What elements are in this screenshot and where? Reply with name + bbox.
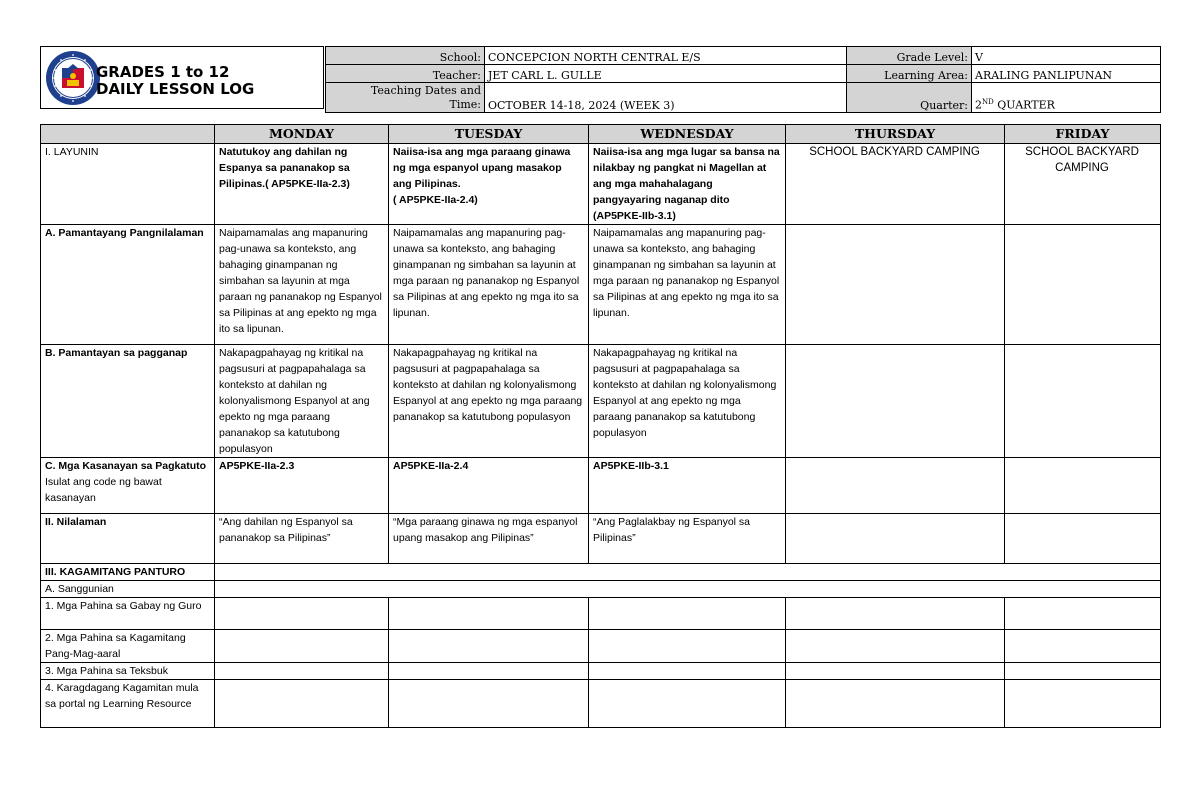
- row-kagamitang-pang-mag-aaral: [41, 630, 1161, 663]
- row-nilalaman: [41, 514, 1161, 564]
- row-gabay-guro: [41, 598, 1161, 630]
- cell-layunin-thursday: SCHOOL BACKYARD CAMPING: [786, 144, 1005, 225]
- cell-pamantayang-tuesday: Naipamamalas ang mapanuring pag-unawa sa konteksto, ang bahaging ginampanan ng simbahan sa layunin at mga paraan ng pananakop ng Espanyol sa Pilipinas at ang epekto ng mga ito sa lipunan.: [389, 225, 589, 345]
- cell-pamantayang-monday: Naipamamalas ang mapanuring pag-unawa sa konteksto, ang bahaging ginampanan ng simbahan sa layunin at mga paraan ng pananakop ng Espanyol sa Pilipinas at ang epekto ng mga ito sa lipunan.: [215, 225, 389, 345]
- header-row-teacher: [326, 65, 1161, 83]
- cell-karagdagang-thursday: [786, 680, 1005, 728]
- cell-kasanayan-monday: AP5PKE-IIa-2.3: [215, 458, 389, 514]
- cell-pagganap-wednesday: Nakapagpahayag ng kritikal na pagsusuri at pagpapahalaga sa konteksto at dahilan ng kolonyalismong Espanyol at ang epekto ng mga paraang pananakop sa katutubong populasyon: [589, 345, 786, 458]
- cell-sanggunian-span: [215, 581, 1161, 598]
- dates-label: [326, 83, 485, 113]
- cell-teksbuk-tuesday: [389, 663, 589, 680]
- cell-nilalaman-monday: “Ang dahilan ng Espanyol sa pananakop sa Pilipinas”: [215, 514, 389, 564]
- learning-area-value: ARALING PANLIPUNAN: [972, 65, 1161, 83]
- grade-level-value: V: [972, 47, 1161, 65]
- corner-cell: [41, 125, 215, 144]
- row-label-pamantayang: A. Pamantayang Pangnilalaman: [41, 225, 215, 345]
- cell-kasanayan-wednesday: AP5PKE-IIb-3.1: [589, 458, 786, 514]
- cell-gabay-friday: [1005, 598, 1161, 630]
- cell-layunin-wednesday: Naiisa-isa ang mga lugar sa bansa na nilakbay ng pangkat ni Magellan at ang mga mahahalagang pangyayaring naganap dito (AP5PKE-IIb-3.1): [589, 144, 786, 225]
- layunin-tuesday-text: Naiisa-isa ang mga paraang ginawa ng mga espanyol upang masakop ang Pilipinas.: [393, 146, 571, 190]
- cell-kagamitang-pang-monday: [215, 630, 389, 663]
- layunin-tuesday-code: ( AP5PKE-IIa-2.4): [393, 194, 478, 206]
- deped-seal-icon: [45, 50, 101, 106]
- cell-teksbuk-thursday: [786, 663, 1005, 680]
- dates-value: OCTOBER 14-18, 2024 (WEEK 3): [485, 83, 847, 113]
- cell-kagamitang-pang-wednesday: [589, 630, 786, 663]
- day-header-monday: MONDAY: [215, 125, 389, 144]
- cell-gabay-tuesday: [389, 598, 589, 630]
- kasanayan-title: C. Mga Kasanayan sa Pagkatuto: [45, 460, 207, 472]
- dates-label-line2: Time:: [449, 98, 481, 111]
- cell-kagamitang-pang-tuesday: [389, 630, 589, 663]
- row-label-pagganap: B. Pamantayan sa pagganap: [41, 345, 215, 458]
- cell-karagdagang-wednesday: [589, 680, 786, 728]
- cell-layunin-friday: SCHOOL BACKYARD CAMPING: [1005, 144, 1161, 225]
- cell-teksbuk-monday: [215, 663, 389, 680]
- cell-kagamitan-span: [215, 564, 1161, 581]
- row-label-sanggunian: A. Sanggunian: [41, 581, 215, 598]
- row-teksbuk: [41, 663, 1161, 680]
- cell-kagamitang-pang-friday: [1005, 630, 1161, 663]
- row-label-kagamitan: III. KAGAMITANG PANTURO: [41, 564, 215, 581]
- cell-nilalaman-wednesday: “Ang Paglalakbay ng Espanyol sa Pilipinas”: [589, 514, 786, 564]
- cell-gabay-monday: [215, 598, 389, 630]
- school-value: CONCEPCION NORTH CENTRAL E/S: [485, 47, 847, 65]
- quarter-label: Quarter:: [847, 83, 972, 113]
- row-label-kagamitang-pang: 2. Mga Pahina sa Kagamitang Pang-Mag-aaral: [41, 630, 215, 663]
- header-brand: [40, 46, 324, 109]
- cell-gabay-wednesday: [589, 598, 786, 630]
- quarter-text: QUARTER: [993, 99, 1055, 112]
- row-kasanayan: [41, 458, 1161, 514]
- day-header-tuesday: TUESDAY: [389, 125, 589, 144]
- cell-gabay-thursday: [786, 598, 1005, 630]
- teacher-value: JET CARL L. GULLE: [485, 65, 847, 83]
- cell-pagganap-friday: [1005, 345, 1161, 458]
- cell-karagdagang-friday: [1005, 680, 1161, 728]
- cell-pagganap-monday: Nakapagpahayag ng kritikal na pagsusuri at pagpapahalaga sa konteksto at dahilan ng kolonyalismong Espanyol at ang epekto ng mga paraang pananakop sa katutubong populasyon: [215, 345, 389, 458]
- header-row-school: [326, 47, 1161, 65]
- lesson-log-table: [40, 124, 1161, 728]
- row-label-nilalaman: II. Nilalaman: [41, 514, 215, 564]
- day-header-wednesday: WEDNESDAY: [589, 125, 786, 144]
- dates-label-line1: Teaching Dates and: [370, 84, 481, 97]
- day-header-row: [41, 125, 1161, 144]
- teacher-label: Teacher:: [326, 65, 485, 83]
- row-label-teksbuk: 3. Mga Pahina sa Teksbuk: [41, 663, 215, 680]
- cell-pamantayang-thursday: [786, 225, 1005, 345]
- row-label-karagdagang: 4. Karagdagang Kagamitan mula sa portal ng Learning Resource: [41, 680, 215, 728]
- quarter-number: 2: [975, 99, 982, 112]
- row-label-kasanayan: [41, 458, 215, 514]
- cell-pagganap-thursday: [786, 345, 1005, 458]
- kasanayan-sublabel: Isulat ang code ng bawat kasanayan: [45, 476, 162, 504]
- log-title-line2: DAILY LESSON LOG: [96, 80, 255, 98]
- row-label-gabay: 1. Mga Pahina sa Gabay ng Guro: [41, 598, 215, 630]
- cell-karagdagang-tuesday: [389, 680, 589, 728]
- cell-pamantayang-friday: [1005, 225, 1161, 345]
- cell-layunin-monday: Natutukoy ang dahilan ng Espanya sa pananakop sa Pilipinas.( AP5PKE-IIa-2.3): [215, 144, 389, 225]
- day-header-friday: FRIDAY: [1005, 125, 1161, 144]
- row-layunin: [41, 144, 1161, 225]
- cell-kagamitang-pang-thursday: [786, 630, 1005, 663]
- row-karagdagang-kagamitan: [41, 680, 1161, 728]
- cell-kasanayan-thursday: [786, 458, 1005, 514]
- cell-kasanayan-friday: [1005, 458, 1161, 514]
- cell-nilalaman-tuesday: “Mga paraang ginawa ng mga espanyol upang masakop ang Pilipinas”: [389, 514, 589, 564]
- row-pamantayan-pagganap: [41, 345, 1161, 458]
- learning-area-label: Learning Area:: [847, 65, 972, 83]
- row-pamantayang-pangnilalaman: [41, 225, 1161, 345]
- header-info-table: [325, 46, 1161, 113]
- quarter-suffix: ND: [982, 98, 994, 107]
- cell-teksbuk-friday: [1005, 663, 1161, 680]
- day-header-thursday: THURSDAY: [786, 125, 1005, 144]
- cell-nilalaman-friday: [1005, 514, 1161, 564]
- cell-teksbuk-wednesday: [589, 663, 786, 680]
- cell-nilalaman-thursday: [786, 514, 1005, 564]
- school-label: School:: [326, 47, 485, 65]
- header-row-dates: [326, 83, 1161, 113]
- grade-level-label: Grade Level:: [847, 47, 972, 65]
- log-title: [96, 64, 254, 98]
- row-label-layunin: I. LAYUNIN: [41, 144, 215, 225]
- cell-karagdagang-monday: [215, 680, 389, 728]
- row-kagamitang-panturo: [41, 564, 1161, 581]
- quarter-value: [972, 83, 1161, 113]
- log-title-line1: GRADES 1 to 12: [96, 63, 230, 81]
- row-sanggunian: [41, 581, 1161, 598]
- cell-pamantayang-wednesday: Naipamamalas ang mapanuring pag-unawa sa konteksto, ang bahaging ginampanan ng simbahan sa layunin at mga paraan ng pananakop ng Espanyol sa Pilipinas at ang epekto ng mga ito sa lipunan.: [589, 225, 786, 345]
- cell-layunin-tuesday: [389, 144, 589, 225]
- cell-kasanayan-tuesday: AP5PKE-IIa-2.4: [389, 458, 589, 514]
- cell-pagganap-tuesday: Nakapagpahayag ng kritikal na pagsusuri at pagpapahalaga sa konteksto at dahilan ng kolonyalismong Espanyol at ang epekto ng mga paraang pananakop sa katutubong populasyon: [389, 345, 589, 458]
